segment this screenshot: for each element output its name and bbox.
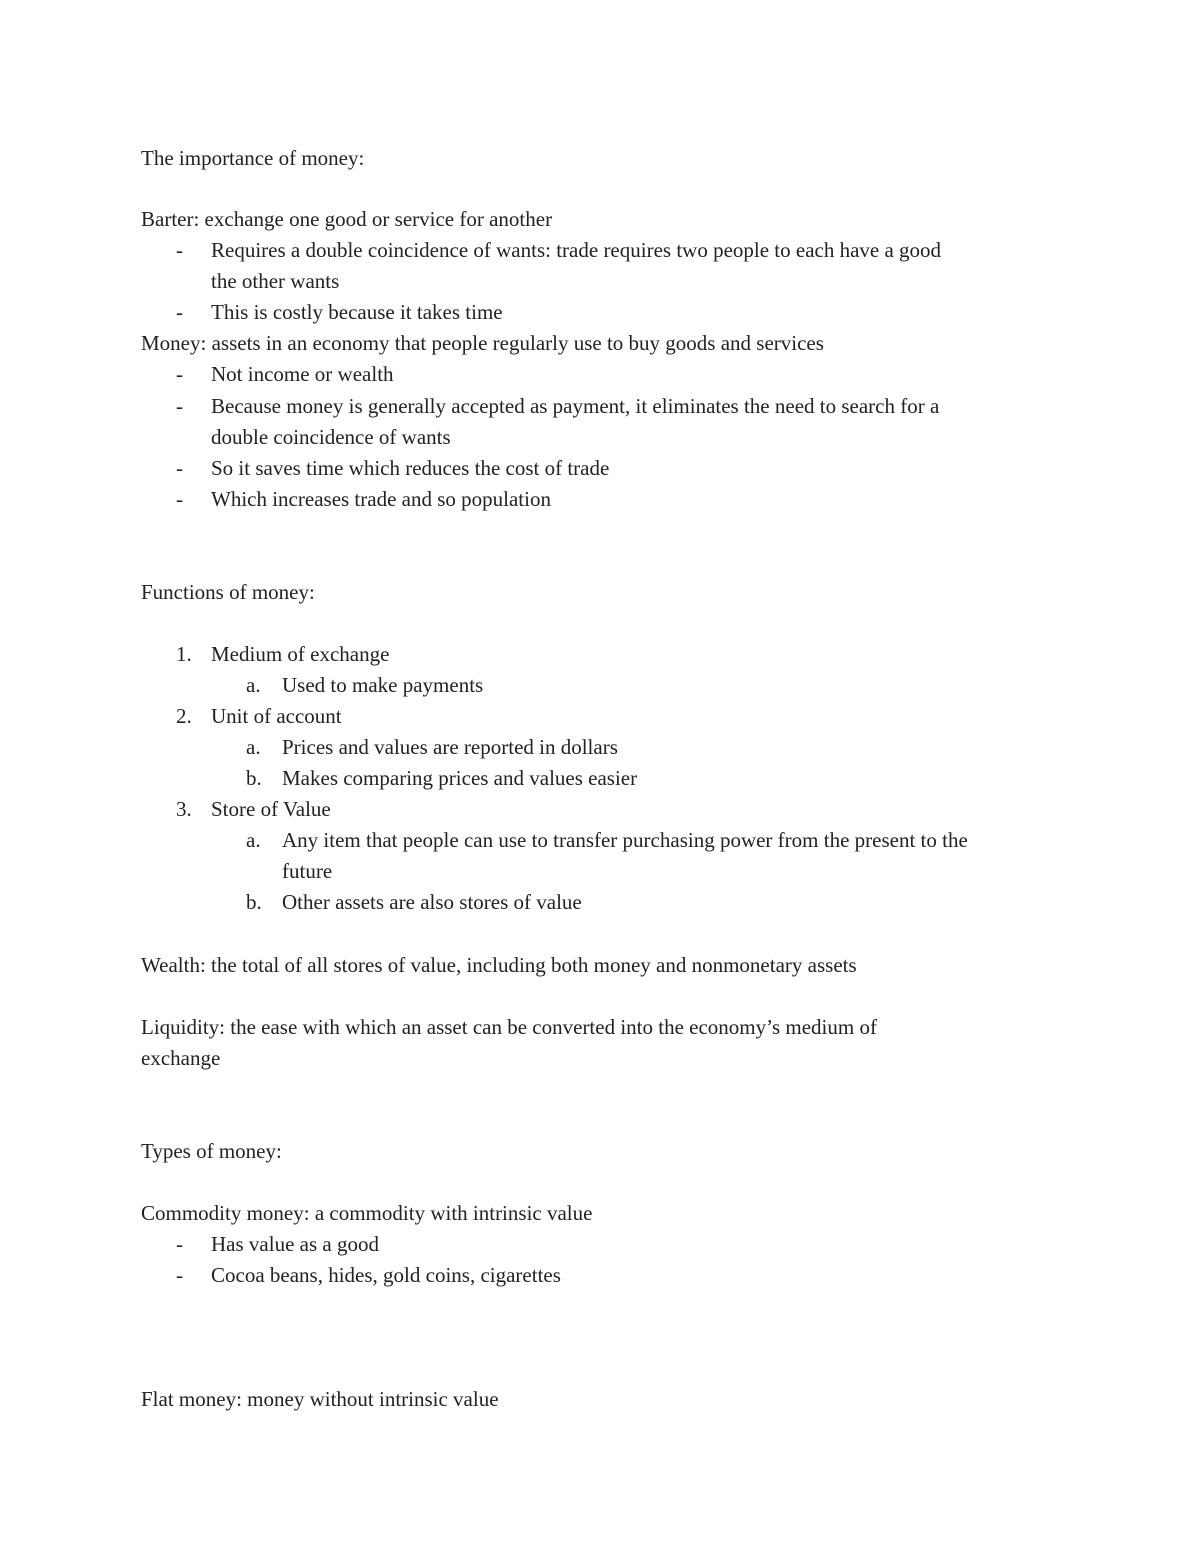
dash-bullet: - (176, 1263, 183, 1287)
list-letter: a. (246, 828, 261, 852)
liquidity-definition: Liquidity: the ease with which an asset can be converted into the economy’s medium of (141, 1015, 877, 1039)
commodity-bullet-2: Cocoa beans, hides, gold coins, cigarettes (211, 1263, 561, 1287)
function-subitem: Other assets are also stores of value (282, 890, 582, 914)
commodity-money-definition: Commodity money: a commodity with intrinsic value (141, 1201, 593, 1225)
barter-bullet-2: This is costly because it takes time (211, 300, 503, 324)
barter-definition: Barter: exchange one good or service for another (141, 207, 553, 231)
list-letter: b. (246, 766, 262, 790)
money-bullet-4: Which increases trade and so population (211, 487, 551, 511)
importance-heading: The importance of money: (141, 146, 365, 170)
dash-bullet: - (176, 1232, 183, 1256)
wealth-definition: Wealth: the total of all stores of value, including both money and nonmonetary assets (141, 953, 857, 977)
types-heading: Types of money: (141, 1139, 282, 1163)
function-unit-of-account: Unit of account (211, 704, 342, 728)
function-store-of-value: Store of Value (211, 797, 331, 821)
function-subitem: Any item that people can use to transfer purchasing power from the present to the (282, 828, 968, 852)
function-medium-of-exchange: Medium of exchange (211, 642, 390, 666)
list-number: 1. (176, 642, 192, 666)
dash-bullet: - (176, 362, 183, 386)
liquidity-definition-continued: exchange (141, 1046, 221, 1070)
function-subitem: Makes comparing prices and values easier (282, 766, 638, 790)
list-letter: a. (246, 673, 261, 697)
money-bullet-3: So it saves time which reduces the cost of trade (211, 456, 610, 480)
dash-bullet: - (176, 300, 183, 324)
list-number: 3. (176, 797, 192, 821)
barter-bullet-1: Requires a double coincidence of wants: trade requires two people to each have a good (211, 238, 942, 262)
commodity-bullet-1: Has value as a good (211, 1232, 379, 1256)
list-letter: b. (246, 890, 262, 914)
functions-heading: Functions of money: (141, 580, 315, 604)
function-subitem: Prices and values are reported in dollars (282, 735, 618, 759)
function-subitem-continued: future (282, 859, 333, 883)
list-letter: a. (246, 735, 261, 759)
money-bullet-2: Because money is generally accepted as payment, it eliminates the need to search for a (211, 394, 940, 418)
dash-bullet: - (176, 487, 183, 511)
money-bullet-2-continued: double coincidence of wants (211, 425, 451, 449)
list-number: 2. (176, 704, 192, 728)
dash-bullet: - (176, 394, 183, 418)
money-bullet-1: Not income or wealth (211, 362, 394, 386)
money-definition: Money: assets in an economy that people regularly use to buy goods and services (141, 331, 824, 355)
dash-bullet: - (176, 456, 183, 480)
dash-bullet: - (176, 238, 183, 262)
barter-bullet-1-continued: the other wants (211, 269, 340, 293)
function-subitem: Used to make payments (282, 673, 484, 697)
flat-money-definition: Flat money: money without intrinsic value (141, 1387, 499, 1411)
